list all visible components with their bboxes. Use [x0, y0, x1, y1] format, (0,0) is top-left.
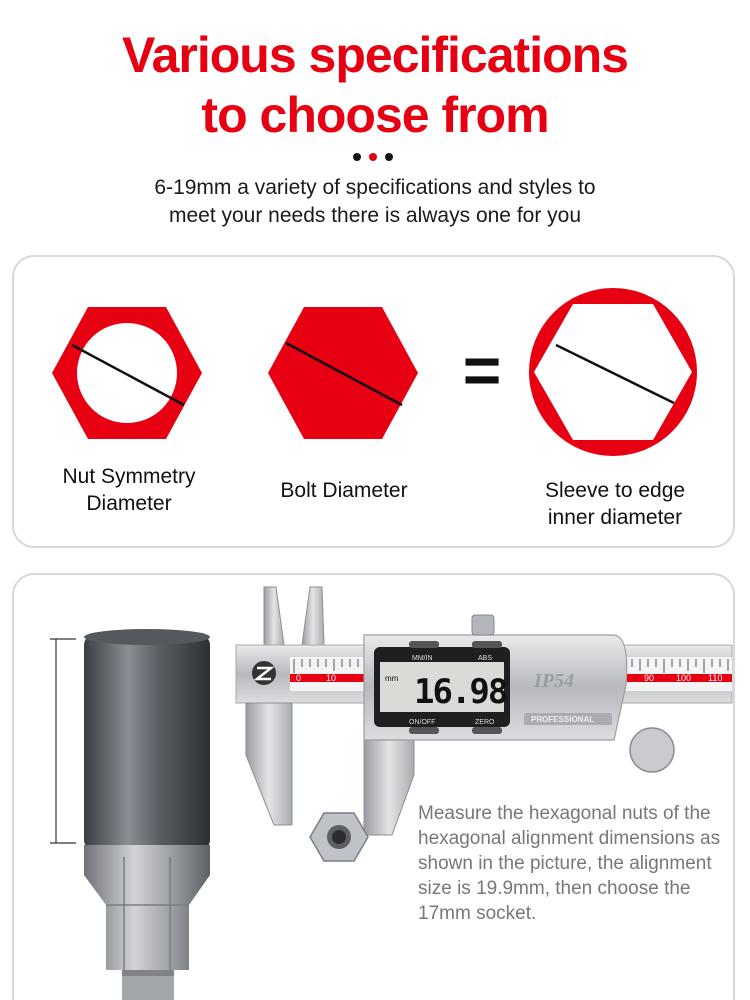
ruler-mark-100: 100	[676, 673, 692, 683]
measurement-photo-card	[12, 573, 735, 1000]
lcd-mode-button[interactable]	[409, 641, 439, 648]
nut-hexagon-icon	[50, 305, 204, 441]
lcd-zero-button[interactable]	[472, 727, 502, 734]
sleeve-inner-diameter-label: Sleeve to edge inner diameter	[544, 479, 686, 529]
equals-sign: =	[462, 333, 502, 407]
caliper-rating: IP54	[534, 670, 574, 692]
socket-height-bracket	[50, 639, 76, 843]
measurement-illustration	[14, 575, 735, 1000]
sleeve-inner-hexagon-icon	[528, 287, 698, 457]
ruler-mark-110: 110	[708, 673, 723, 683]
bolt-diameter-label: Bolt Diameter	[280, 479, 408, 502]
nut-symmetry-label: Nut Symmetry Diameter	[62, 465, 196, 515]
ruler-mark-10: 10	[326, 673, 337, 683]
caliper-badge: PROFESSIONAL	[531, 715, 595, 724]
section-divider-dots	[0, 152, 750, 162]
subtitle-line-2: meet your needs there is always one for you	[168, 204, 582, 227]
subtitle	[0, 174, 750, 230]
socket-image	[84, 629, 210, 1000]
divider-dot-accent	[369, 153, 377, 161]
bolt-hexagon-icon	[266, 305, 420, 441]
caliper-reading: 16.98	[414, 672, 507, 712]
ruler-mark-90: 90	[644, 673, 655, 683]
lcd-onoff-label: ON/OFF	[409, 719, 436, 726]
lcd-abs-button[interactable]	[472, 641, 502, 648]
subtitle-line-1: 6-19mm a variety of specifications and styles to	[154, 176, 596, 199]
measurement-instructions: Measure the hexagonal nuts of the hexagonal alignment dimensions as shown in the picture, the alignment size is 19.9mm, then choose the 17mm socket.	[418, 803, 721, 924]
lcd-mode-label: MM/IN	[412, 655, 433, 662]
lcd-abs-label: ABS	[478, 655, 493, 662]
hex-nut-image	[310, 813, 368, 861]
caliper-upper-jaws	[264, 587, 324, 645]
diameter-diagram-card	[12, 255, 735, 548]
headline-line-1: Various specifications	[122, 27, 628, 83]
lcd-zero-label: ZERO	[475, 719, 495, 726]
ruler-mark-0: 0	[296, 673, 302, 683]
lcd-unit: mm	[385, 674, 399, 683]
headline-line-2: to choose from	[201, 87, 549, 143]
divider-dot	[385, 153, 393, 161]
divider-dot	[353, 153, 361, 161]
lcd-onoff-button[interactable]	[409, 727, 439, 734]
